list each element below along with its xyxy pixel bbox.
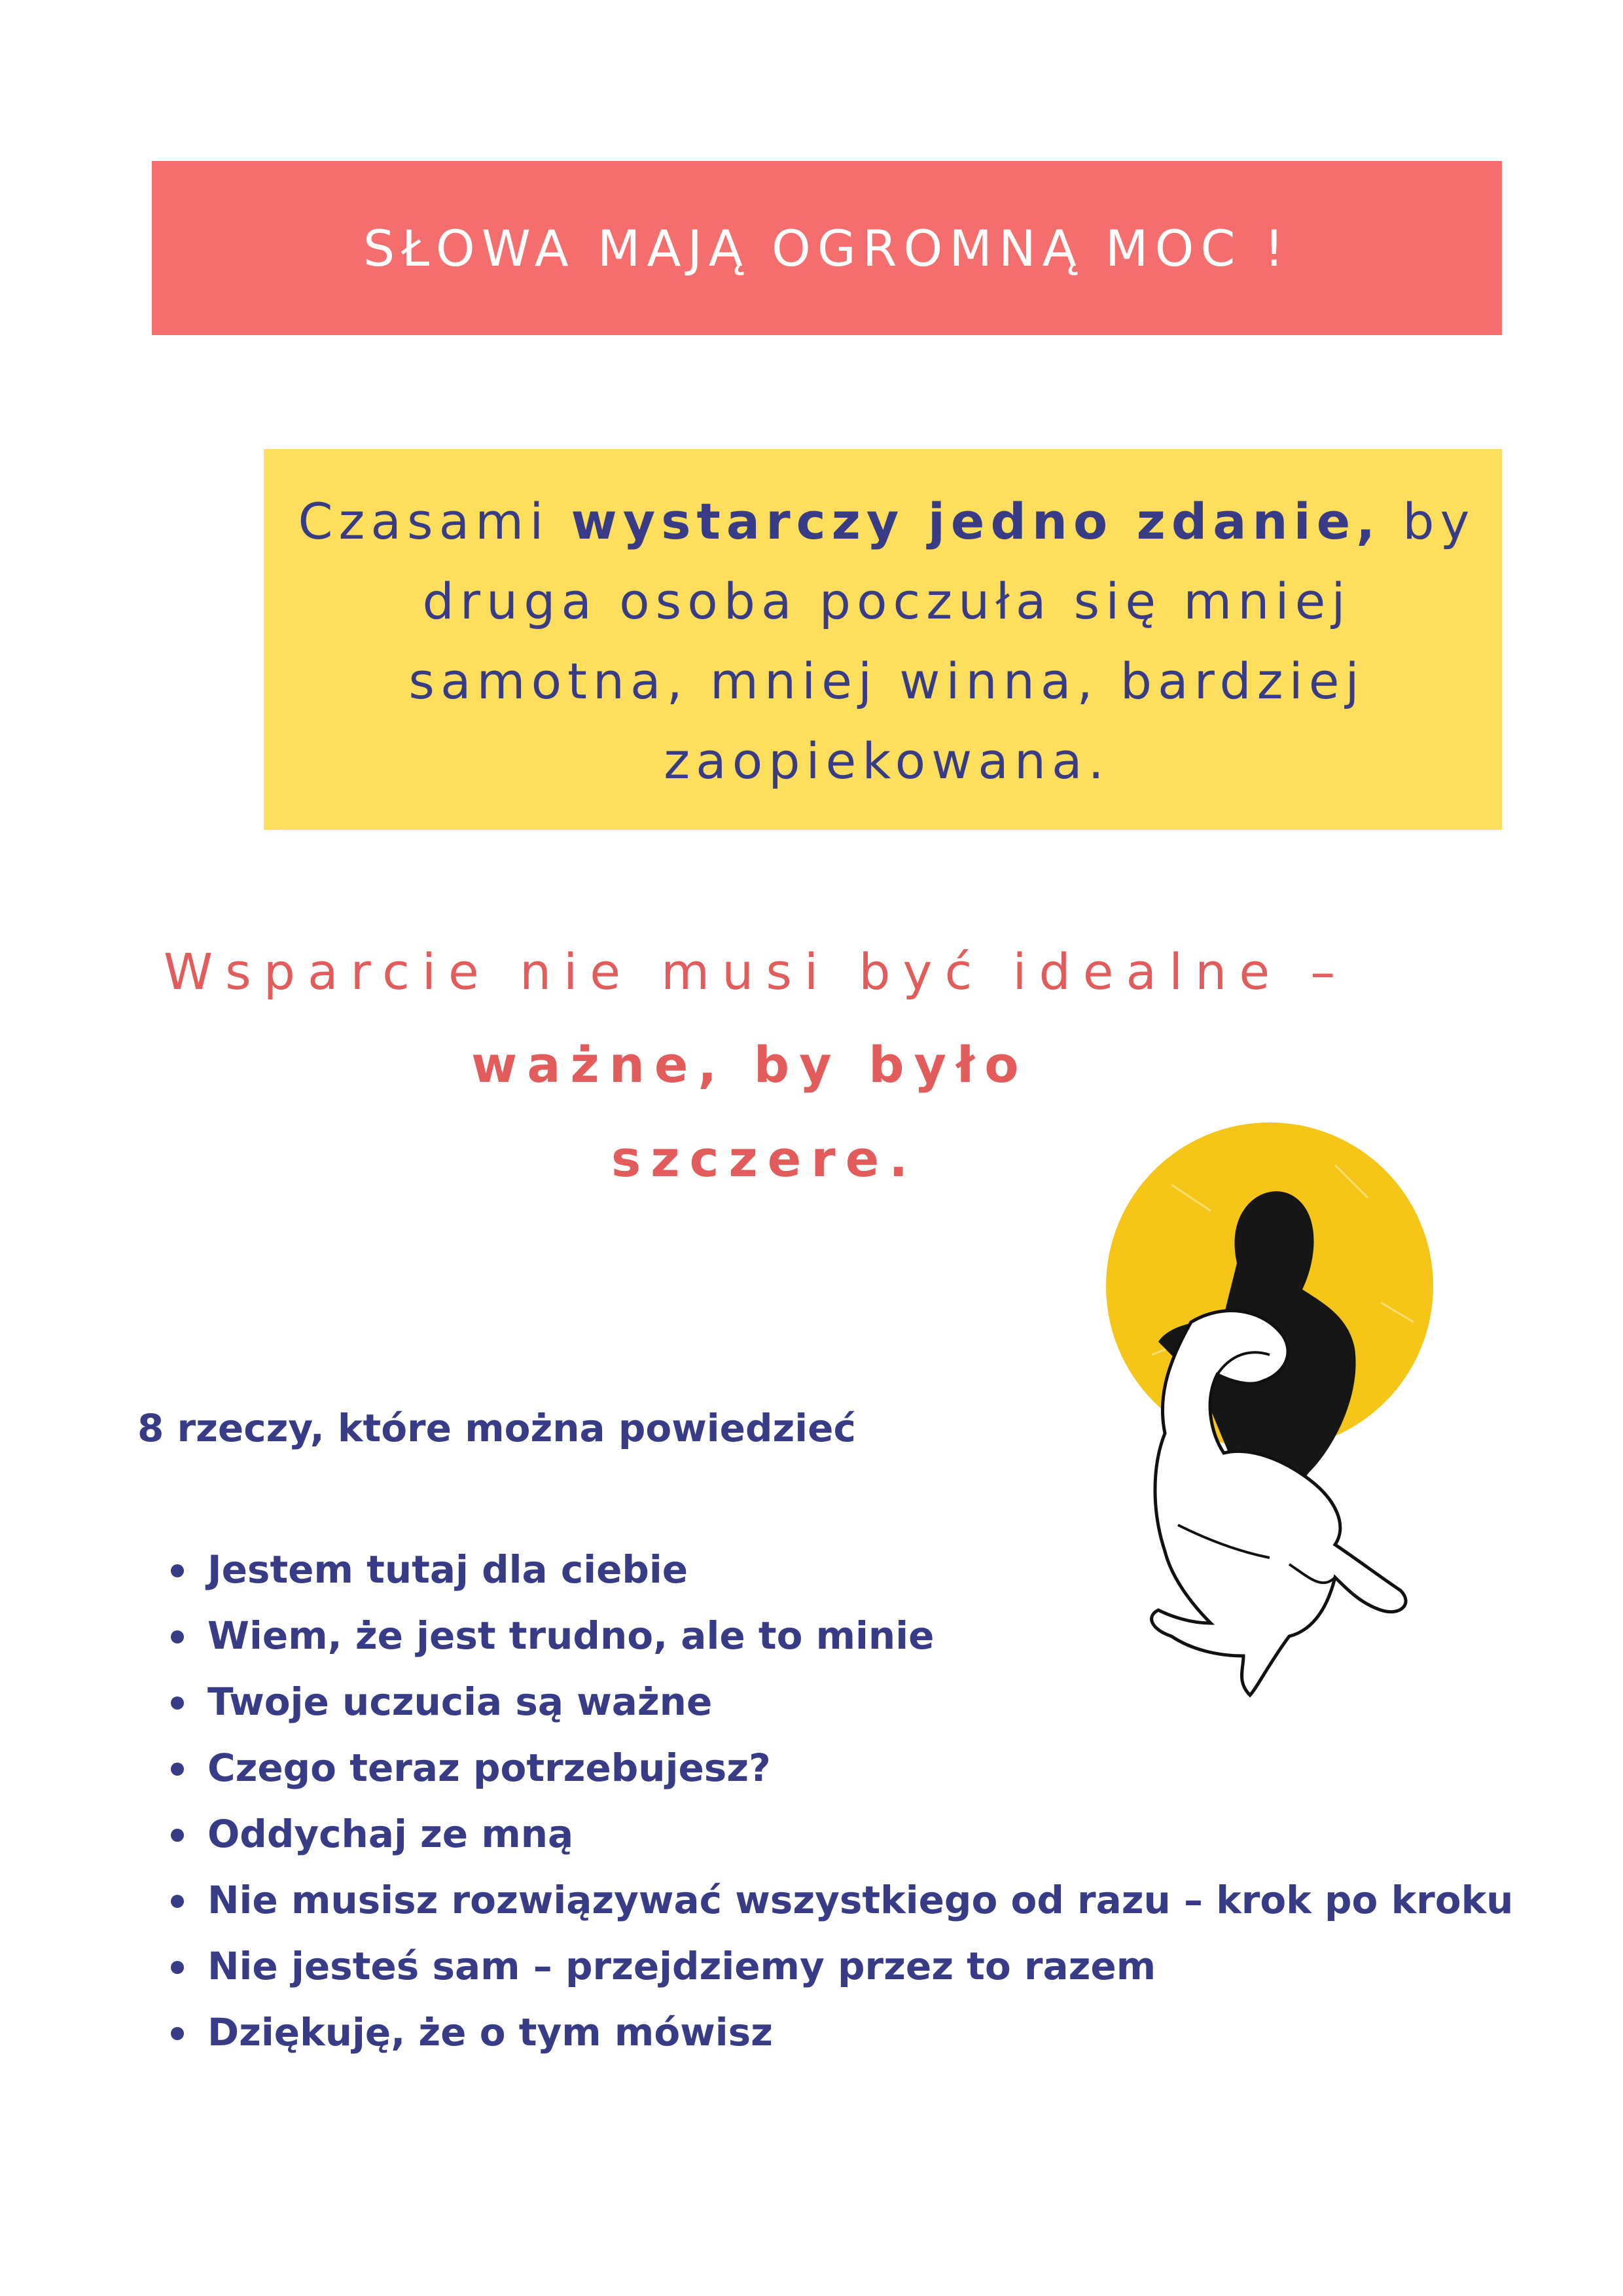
bullet-icon [171, 1630, 184, 1643]
bullet-icon [171, 1961, 184, 1974]
banner-title: SŁOWA MAJĄ OGROMNĄ MOC ! [363, 219, 1291, 278]
list-item-text: Twoje uczucia są ważne [207, 1679, 713, 1724]
list-item-text: Dziękuję, że o tym mówisz [207, 2010, 773, 2054]
list-item [167, 1669, 1513, 1735]
bullet-icon [171, 1564, 184, 1577]
list-item [167, 1603, 1513, 1669]
quote-emphasis: wystarczy jedno zdanie, [571, 492, 1382, 550]
list-item-text: Wiem, że jest trudno, ale to minie [207, 1613, 935, 1658]
list-item-text: Oddychaj ze mną [207, 1812, 574, 1856]
support-line-2: ważne, by było [471, 1035, 1029, 1094]
list-item-text: Nie jesteś sam – przejdziemy przez to razem [207, 1944, 1156, 1988]
support-line-1: Wsparcie nie musi być idealne – [164, 942, 1348, 1001]
list-item [167, 1801, 1513, 1867]
title-banner [152, 161, 1502, 335]
list-item-text: Nie musisz rozwiązywać wszystkiego od razu – krok po kroku [207, 1878, 1514, 1922]
list-item [167, 1933, 1513, 2000]
list-item-text: Jestem tutaj dla ciebie [207, 1547, 688, 1592]
bullet-icon [171, 1696, 184, 1710]
list-item-text: Czego teraz potrzebujesz? [207, 1746, 771, 1790]
tips-list [167, 1537, 1513, 2066]
quote-part1: Czasami [298, 492, 571, 550]
bullet-icon [171, 1829, 184, 1842]
quote-part2: by druga osoba poczuła się mniej samotna, mniej winna, bardziej zaopiekowana. [408, 492, 1476, 790]
bullet-icon [171, 2027, 184, 2040]
list-item [167, 1735, 1513, 1801]
bullet-icon [171, 1763, 184, 1776]
list-item [167, 1867, 1513, 1933]
list-item [167, 1537, 1513, 1603]
support-line-3: szczere. [611, 1130, 918, 1188]
quote-text [275, 482, 1499, 801]
bullet-icon [171, 1895, 184, 1908]
list-heading: 8 rzeczy, które można powiedzieć [137, 1406, 856, 1450]
list-item [167, 2000, 1513, 2066]
